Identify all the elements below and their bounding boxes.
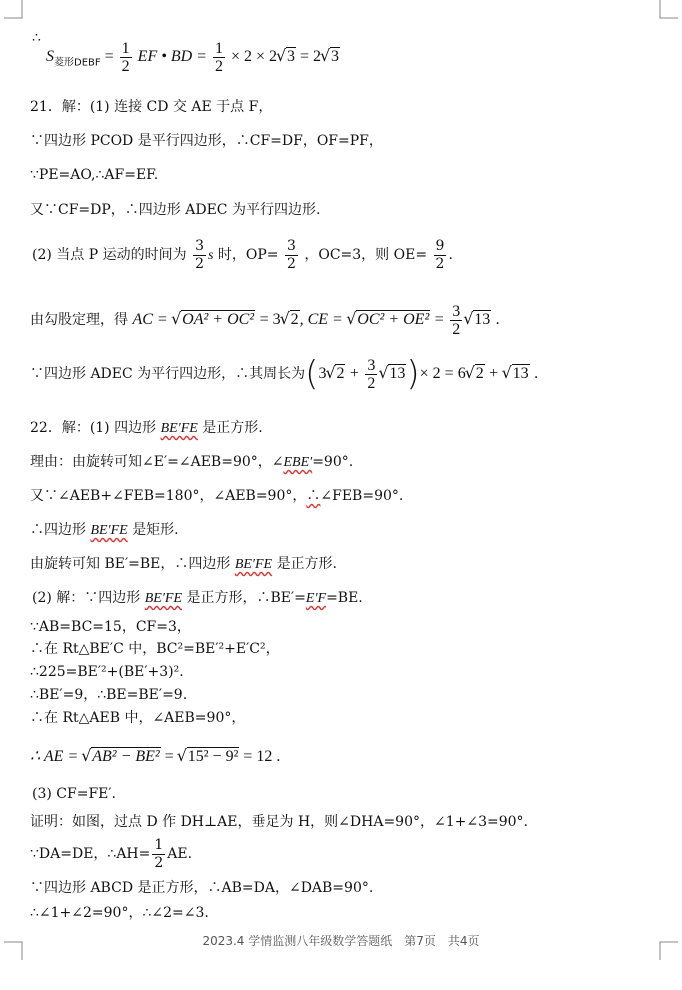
q22-part3-line-5: ∴∠1+∠2=90°，∴∠2=∠3. [30, 905, 209, 921]
q22-p2-a: (2) 解：∵四边形 [32, 590, 141, 606]
q22-part2-line-4: ∴225=BE′²+(BE′+3)². [30, 664, 184, 680]
q22-l3-b: ∴ [306, 488, 321, 504]
fraction-time: $\frac{3}{2}$ [195, 237, 204, 272]
area-formula [46, 40, 340, 80]
q22-l5-shape: BE′FE [234, 557, 273, 572]
peri-fraction: $\frac{3}{2}$ [367, 356, 376, 392]
fraction-half-ae: $\frac{1}{2}$ [154, 836, 164, 871]
ce-lhs: , CE = [299, 311, 343, 328]
q22-line-2 [30, 452, 353, 473]
q22-l3-c: ∠FEB=90°. [320, 488, 404, 504]
q21-part2-text-c: ，OC=3，则 OE= [304, 247, 428, 263]
area-expr-result: = 2 [300, 48, 322, 66]
q22-part2-line-6: ∴在 Rt△AEB 中，∠AEB=90°， [30, 710, 246, 726]
q21-part2 [32, 232, 453, 279]
q22-p2-segment: E′F [305, 591, 327, 606]
q22-l4-c: 是矩形. [132, 522, 179, 538]
q22-l3-a: 又∵∠AEB+∠FEB=180°，∠AEB=90°， [30, 488, 307, 504]
ae-lhs: ∴ AE = [30, 748, 79, 765]
area-expr-mult: × 2 × 2 [230, 48, 277, 66]
q22-part2-ae-formula [30, 740, 280, 774]
ac-result: = 3 [259, 311, 281, 328]
sqrt-3: √ 3 [277, 40, 296, 74]
q22-l2-angle: EBE′ [283, 455, 313, 470]
sqrt-ac: √ OA² + OC² [172, 300, 255, 340]
peri-end: . [534, 365, 539, 382]
perimeter-text: ∵四边形 ADEC 为平行四边形，∴其周长为 [30, 366, 306, 382]
q22-line-4 [30, 520, 179, 541]
area-expr-ef-bd: EF • BD = [137, 48, 207, 66]
q22-l2-a: 理由：由旋转可知∠E′=∠AEB=90°，∠ [30, 454, 284, 470]
peri-sqrt-13: √ 13 [379, 354, 406, 394]
peri-plus: + [349, 365, 359, 382]
q22-l4-a: ∴四边形 [30, 522, 86, 538]
ac-lhs: AC = [132, 311, 168, 328]
fraction-op: $\frac{3}{2}$ [286, 237, 296, 272]
q22-heading [30, 418, 263, 439]
sqrt-ab-be: √ AB² − BE² [82, 740, 160, 774]
q22-l4-shape: BE′FE [90, 523, 128, 538]
q21-perimeter [30, 354, 538, 394]
crop-mark-top-right [654, 0, 678, 24]
left-paren: ( [305, 354, 319, 394]
fraction-one-half: $\frac{1}{2}$ [121, 40, 130, 75]
q21-part2-period: . [448, 247, 453, 263]
fraction-oe: $\frac{9}{2}$ [435, 237, 445, 272]
q22-p2-c: 是正方形，∴BE′= [186, 590, 306, 606]
pythagoras-text: 由勾股定理，得 [30, 312, 128, 328]
q22-part3-heading: (3) CF=FE′. [32, 786, 116, 802]
q22-line-5 [30, 554, 337, 575]
q22-part3-line-3 [30, 834, 192, 874]
peri-result-sqrt-13: √ 13 [503, 354, 530, 394]
q22-part2-line-2: ∵AB=BC=15，CF=3， [30, 619, 191, 635]
ce-eq: = [434, 311, 444, 328]
peri-result-sqrt-2: √ 2 [466, 354, 485, 394]
q22-p3-l3-b: AE. [167, 846, 193, 862]
q22-l5-a: 由旋转可知 BE′=BE，∴四边形 [30, 556, 231, 572]
q21-line-4: 又∵CF=DP，∴四边形 ADEC 为平行四边形. [30, 202, 321, 218]
therefore-symbol: ∴ [32, 30, 41, 46]
sqrt-15-9: √ 15² − 9² [178, 740, 240, 774]
q21-line-3: ∵PE=AO,∴AF=EF. [30, 167, 159, 183]
ae-eq: = [164, 748, 174, 765]
right-paren: ) [406, 354, 420, 394]
sqrt-3-result: √ 3 [321, 40, 340, 74]
ce-end: . [495, 311, 500, 328]
peri-result-plus: + [489, 365, 499, 382]
eq-sign: = [104, 48, 114, 66]
q21-part2-text-a: (2) 当点 P 运动的时间为 [32, 247, 187, 263]
sqrt-2: √ 2 [281, 300, 300, 340]
q22-l5-c: 是正方形. [276, 556, 338, 572]
time-unit: s [207, 248, 214, 263]
q22-p2-shape: BE′FE [144, 591, 183, 606]
q21-pythagoras [30, 300, 500, 340]
q22-head-a: 22．解：(1) 四边形 [30, 420, 157, 436]
area-symbol: S [46, 48, 54, 66]
q22-part2-line-5: ∴BE′=9，∴BE=BE′=9. [30, 687, 188, 703]
q22-part2-heading [32, 588, 363, 609]
q21-line-2: ∵四边形 PCOD 是平行四边形，∴CF=DF，OF=PF， [30, 133, 383, 149]
q22-part3-line-4: ∵四边形 ABCD 是正方形，∴AB=DA，∠DAB=90°. [30, 880, 374, 896]
q22-part2-line-3: ∴在 Rt△BE′C 中，BC²=BE′²+E′C²， [30, 641, 280, 657]
q22-line-3 [30, 486, 403, 506]
q22-head-shape: BE′FE [160, 421, 198, 436]
q21-part2-text-b: 时，OP= [217, 247, 279, 263]
q21-heading: 21．解：(1) 连接 CD 交 AE 于点 F， [30, 99, 273, 115]
q22-head-c: 是正方形. [202, 420, 263, 436]
sqrt-13: √ 13 [464, 300, 491, 340]
q22-l2-c: =90°. [312, 454, 354, 470]
page-footer: 2023.4 学情监测八年级数学答题纸 第7页 共4页 [202, 934, 480, 948]
q22-p2-e: =BE. [326, 590, 363, 606]
area-subscript: 菱形DEBF [54, 57, 101, 69]
peri-sqrt-2: √ 2 [326, 354, 345, 394]
q22-part3-line-2: 证明：如图，过点 D 作 DH⊥AE，垂足为 H，则∠DHA=90°，∠1+∠3=90°. [30, 814, 528, 830]
fraction-ce: $\frac{3}{2}$ [452, 302, 461, 338]
ae-result: = 12 . [243, 748, 281, 765]
fraction-one-half-2: $\frac{1}{2}$ [214, 40, 223, 75]
q22-p3-l3-a: ∵DA=DE，∴AH= [30, 846, 151, 862]
peri-result: × 2 = 6 [419, 365, 466, 382]
sqrt-ce: √ OC² + OE² [347, 300, 430, 340]
crop-mark-top-left [4, 0, 28, 24]
peri-coef: 3 [318, 365, 327, 382]
